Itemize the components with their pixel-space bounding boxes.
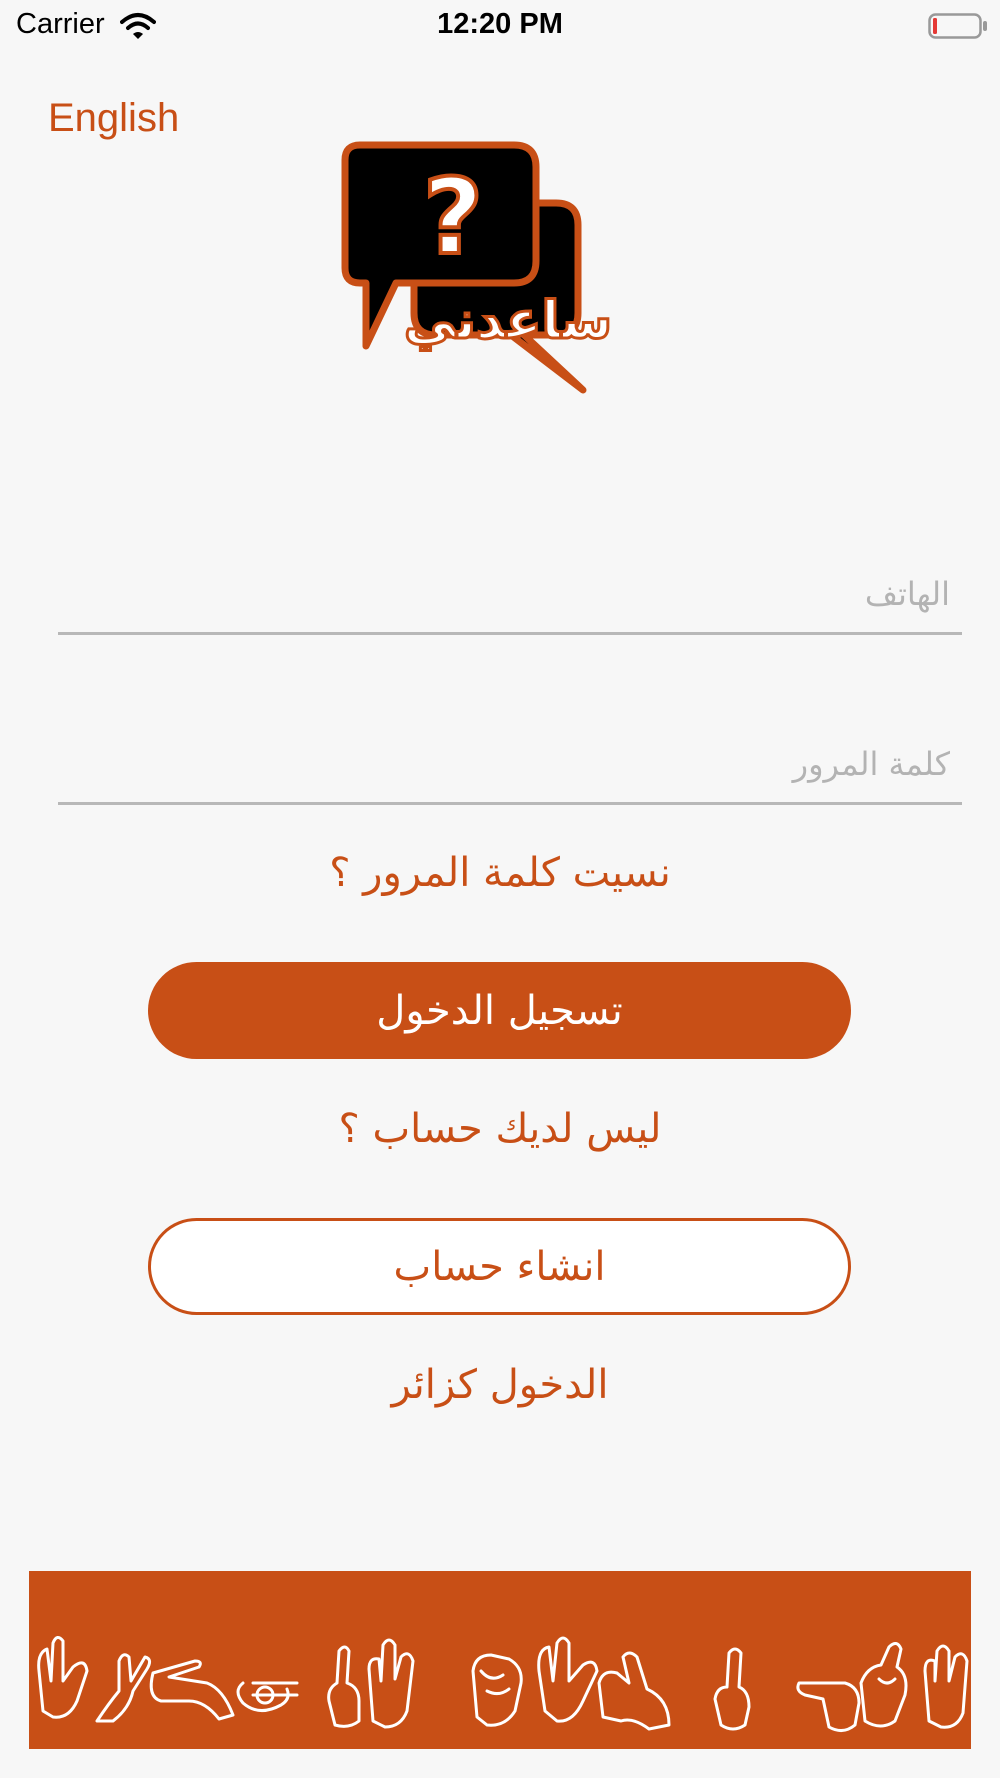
status-time: 12:20 PM (437, 8, 563, 40)
logo-text: ساعدني (403, 291, 613, 351)
language-switch-link[interactable]: English (48, 96, 180, 140)
hand-sign-icon (39, 1637, 87, 1717)
svg-text:?: ? (422, 156, 484, 278)
hand-sign-icon (369, 1640, 413, 1727)
hand-sign-icon (473, 1655, 521, 1725)
battery-icon (928, 12, 988, 40)
phone-field[interactable] (58, 542, 962, 635)
no-account-text: ليس لديك حساب ؟ (338, 1106, 662, 1152)
app-logo (338, 138, 664, 434)
hand-sign-icon (861, 1643, 906, 1726)
hand-sign-icon (715, 1649, 749, 1729)
carrier-label: Carrier (16, 8, 105, 40)
guest-login-link[interactable]: الدخول كزائر (391, 1362, 609, 1408)
hand-sign-icon (97, 1655, 150, 1721)
password-input[interactable] (58, 744, 962, 784)
login-button[interactable]: تسجيل الدخول (148, 962, 851, 1059)
hand-sign-icon (599, 1653, 669, 1729)
hand-sign-icon (539, 1638, 597, 1721)
hand-sign-icon (798, 1683, 859, 1731)
hand-sign-icon (151, 1661, 233, 1719)
hand-sign-icon (329, 1647, 359, 1726)
phone-input[interactable] (58, 574, 962, 614)
password-field[interactable] (58, 712, 962, 805)
sign-language-hands-illustration (29, 1571, 971, 1749)
forgot-password-link[interactable]: نسيت كلمة المرور ؟ (329, 850, 671, 896)
create-account-button[interactable]: انشاء حساب (148, 1218, 851, 1315)
status-bar (0, 0, 1000, 50)
hand-sign-icon (925, 1646, 967, 1727)
hand-sign-icon (238, 1683, 297, 1711)
sign-language-banner (29, 1571, 971, 1749)
